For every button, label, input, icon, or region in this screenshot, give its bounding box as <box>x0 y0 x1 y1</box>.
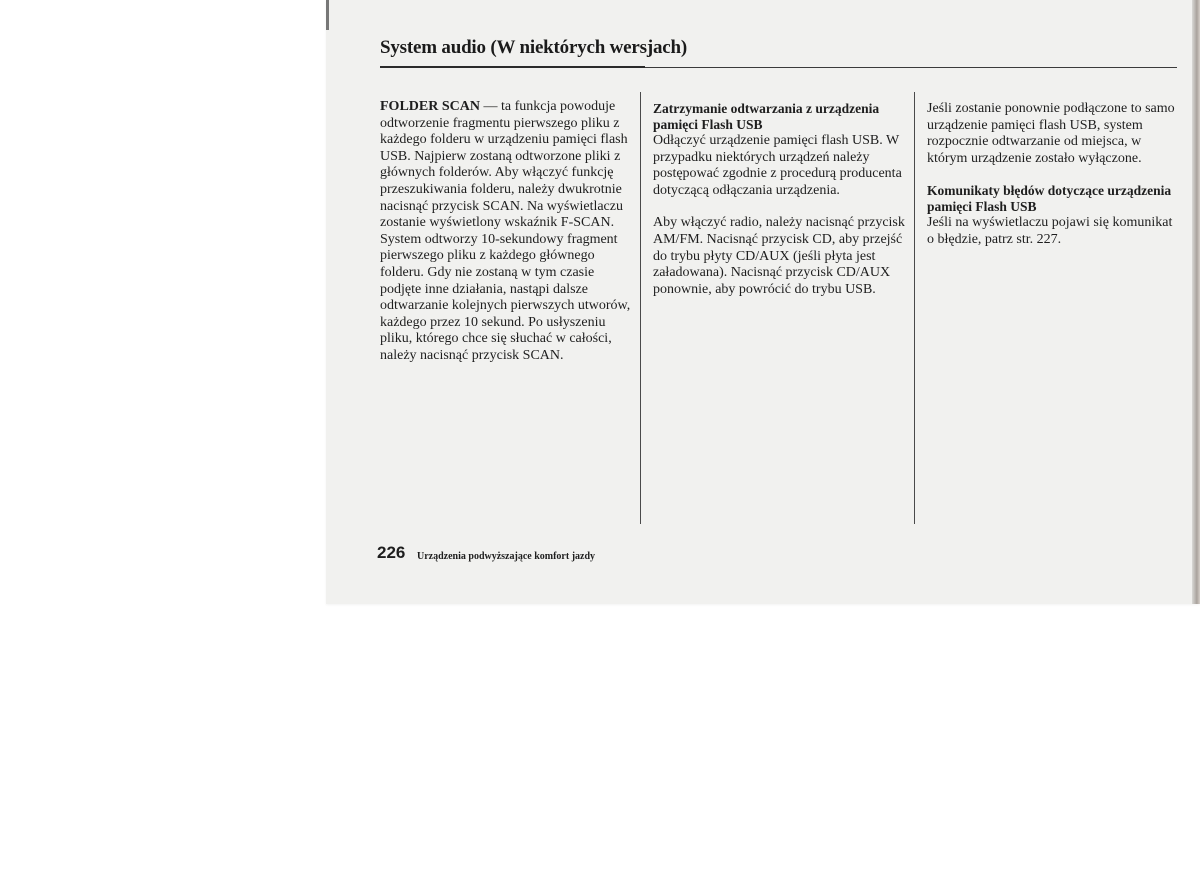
page-binding-edge <box>326 0 329 30</box>
error-messages-heading: Komunikaty błędów dotyczące urządzenia pamięci Flash USB <box>927 183 1172 215</box>
stop-playback-text: Odłączyć urządzenie pamięci flash USB. W przypadku niektórych urządzeń należy postępować zgodnie z procedurą producenta dotyczącą odłączania urządzenia. <box>653 133 902 198</box>
page-title: System audio (W niektórych wersjach) <box>380 37 687 58</box>
footer-section-title: Urządzenia podwyższające komfort jazdy <box>417 551 596 562</box>
folder-scan-text: ta funkcja powoduje odtworzenie fragmentu pierwszego pliku z każdego folderu w urządzeniu pamięci flash USB. Najpierw zostaną odtworzone pliki z głównych folderów. Aby włączyć funkcję przeszukiwania folderu, należy dwukrotnie nacisnąć przycisk SCAN. Na wyświetlaczu zostanie wyświetlony wskaźnik F-SCAN. System odtworzy 10-sekundowy fragment pierwszego pliku z każdego głównego folderu. Gdy nie zostaną w tym czasie podjęte inne działania, nastąpi dalsze odtwarzanie kolejnych pierwszych utworów, każdego przez 10 sekund. Po usłyszeniu pliku, którego chce się słuchać w całości, należy nacisnąć przycisk SCAN. <box>380 99 631 363</box>
text-column-1 <box>380 99 632 381</box>
folder-scan-dash: — <box>479 99 501 114</box>
page-number: 226 <box>377 543 406 562</box>
text-column-3 <box>927 101 1177 265</box>
text-column-2 <box>653 101 907 314</box>
header-rule-accent <box>380 66 645 68</box>
column-divider-1 <box>640 92 641 524</box>
radio-mode-text: Aby włączyć radio, należy nacisnąć przycisk AM/FM. Nacisnąć przycisk CD, aby przejść do trybu płyty CD/AUX (jeśli płyta jest załadowana). Nacisnąć przycisk CD/AUX ponownie, aby powrócić do trybu USB. <box>653 215 905 297</box>
folder-scan-paragraph <box>380 99 632 365</box>
folder-scan-label: FOLDER SCAN <box>380 99 480 114</box>
reconnect-text: Jeśli zostanie ponownie podłączone to samo urządzenie pamięci flash USB, system rozpocznie odtwarzanie od miejsca, w którym urządzenie zostało wyłączone. <box>927 101 1175 166</box>
column-divider-2 <box>914 92 915 524</box>
page-right-edge <box>1192 0 1200 604</box>
stop-playback-heading: Zatrzymanie odtwarzania z urządzenia pamięci Flash USB <box>653 101 880 132</box>
error-messages-text: Jeśli na wyświetlaczu pojawi się komunikat o błędzie, patrz str. 227. <box>927 215 1173 247</box>
